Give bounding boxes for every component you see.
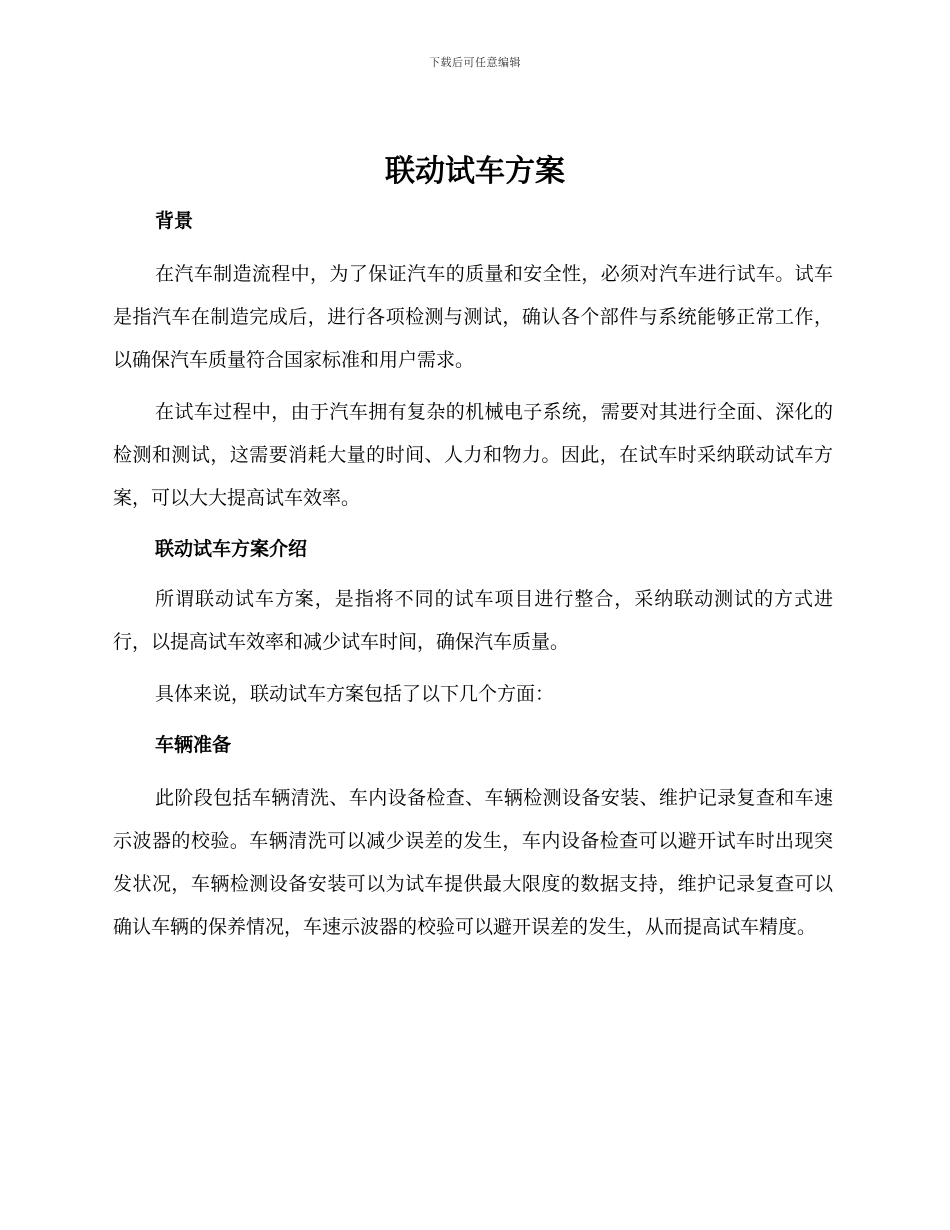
- document-title: 联动试车方案: [385, 154, 565, 189]
- page-header-note: 下载后可任意编辑: [429, 56, 521, 69]
- paragraph: 具体来说，联动试车方案包括了以下几个方面：: [155, 683, 555, 705]
- paragraph: 在汽车制造流程中，为了保证汽车的质量和安全性，必须对汽车进行试车。试车是指汽车在制造完成后，进行各项检测与测试，确认各个部件与系统能够正常工作，以确保汽车质量符合国家标准和用户需求。: [113, 263, 833, 371]
- paragraph: 所谓联动试车方案，是指将不同的试车项目进行整合，采纳联动测试的方式进行，以提高试车效率和减少试车时间，确保汽车质量。: [113, 588, 833, 653]
- paragraph: 在试车过程中，由于汽车拥有复杂的机械电子系统，需要对其进行全面、深化的检测和测试，这需要消耗大量的时间、人力和物力。因此，在试车时采纳联动试车方案，可以大大提高试车效率。: [113, 401, 833, 509]
- document-body: [113, 201, 833, 949]
- section-heading-background: 背景: [155, 210, 194, 232]
- paragraph: 此阶段包括车辆清洗、车内设备检查、车辆检测设备安装、维护记录复查和车速示波器的校验。车辆清洗可以减少误差的发生，车内设备检查可以避开试车时出现突发状况，车辆检测设备安装可以为试车提供最大限度的数据支持，维护记录复查可以确认车辆的保养情况，车速示波器的校验可以避开误差的发生，从而提高试车精度。: [113, 787, 833, 938]
- section-heading-vehicle-preparation: 车辆准备: [155, 734, 232, 756]
- section-heading-linked-test-intro: 联动试车方案介绍: [155, 538, 308, 560]
